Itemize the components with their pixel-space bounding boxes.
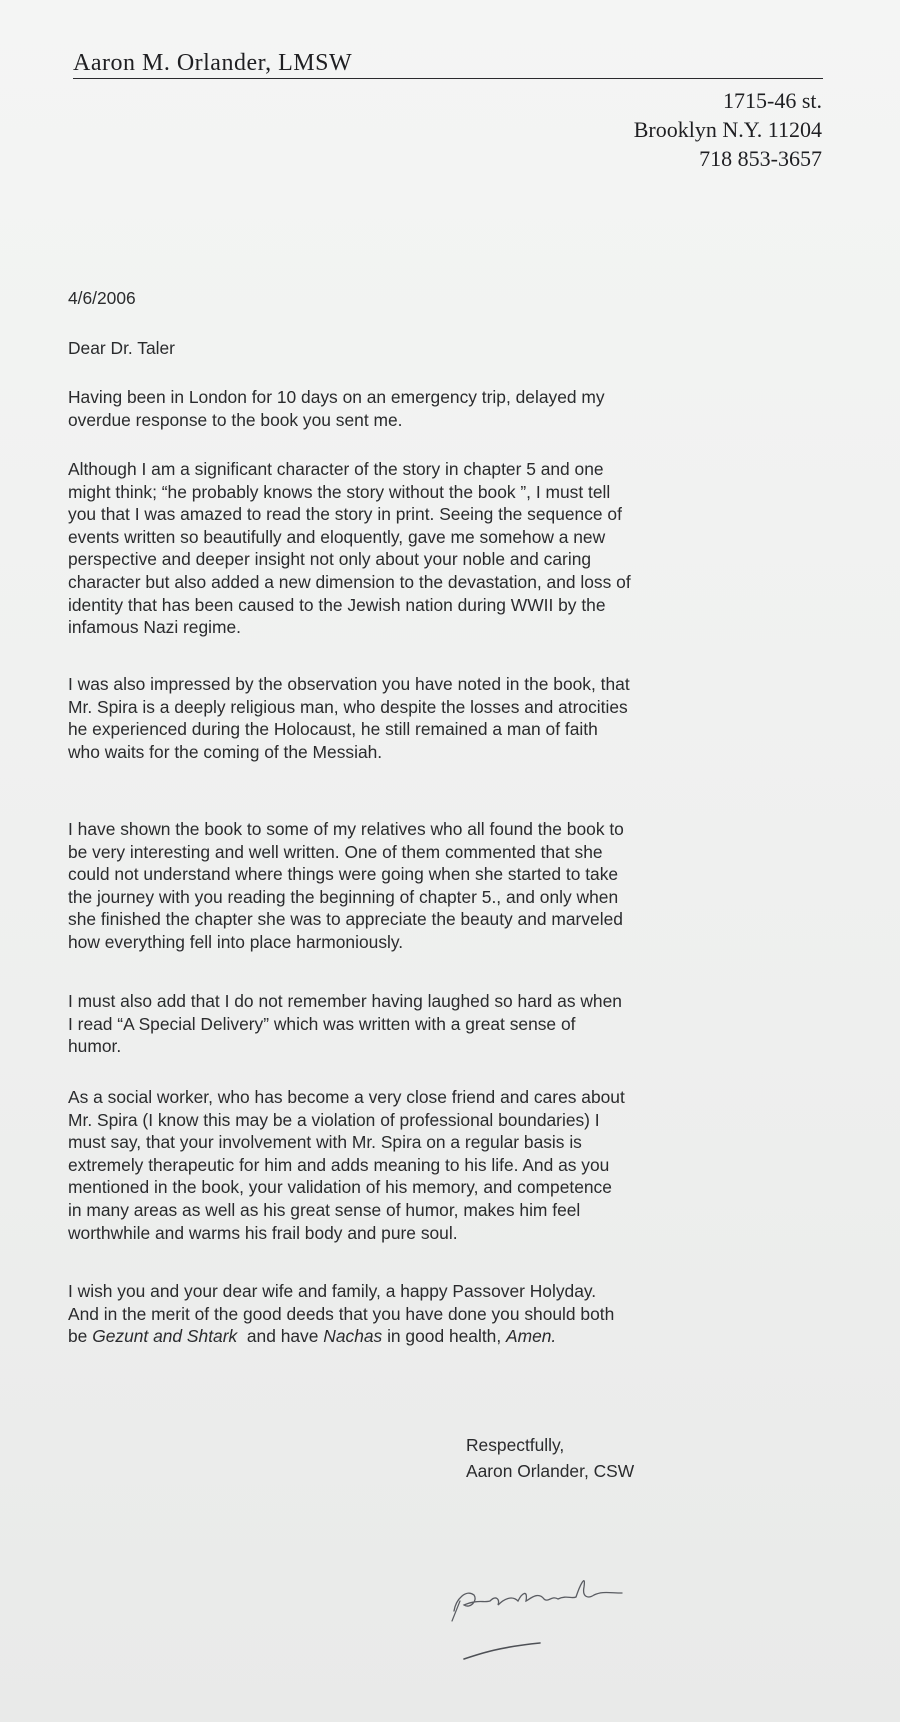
p3-line: I was also impressed by the observation you have noted in the book, that bbox=[68, 674, 630, 694]
p7-italic-amen: Amen. bbox=[506, 1326, 557, 1347]
p2-line: character but also added a new dimension to the devastation, and loss of bbox=[68, 571, 631, 592]
p2-line: identity that has been caused to the Jewish nation during WWII by the bbox=[68, 594, 606, 615]
paragraph-2 bbox=[68, 458, 838, 639]
p7-line: I wish you and your dear wife and family, a happy Passover Holyday. bbox=[68, 1281, 597, 1301]
p4-line: could not understand where things were going when she started to take bbox=[68, 864, 619, 885]
p6-line: worthwhile and warms his frail body and pure soul. bbox=[68, 1222, 458, 1243]
p7-text: and have bbox=[237, 1326, 324, 1347]
p7-line: And in the merit of the good deeds that you have done you should both bbox=[68, 1303, 615, 1324]
p2-line: Although I am a significant character of the story in chapter 5 and one bbox=[68, 459, 604, 479]
letter-date: 4/6/2006 bbox=[68, 288, 136, 308]
sender-address bbox=[634, 86, 822, 173]
p7-text: in good health, bbox=[382, 1326, 506, 1347]
p6-line: in many areas as well as his great sense of humor, makes him feel bbox=[68, 1199, 581, 1220]
closing bbox=[466, 1432, 634, 1484]
p3-line: who waits for the coming of the Messiah. bbox=[68, 741, 383, 762]
signature-underline bbox=[464, 1643, 540, 1659]
p2-line: events written so beautifully and eloquently, gave me somehow a new bbox=[68, 526, 606, 547]
p1-line: Having been in London for 10 days on an emergency trip, delayed my bbox=[68, 387, 605, 407]
p5-line: I read “A Special Delivery” which was written with a great sense of bbox=[68, 1013, 576, 1034]
p5-line: I must also add that I do not remember having laughed so hard as when bbox=[68, 991, 622, 1011]
p2-line: infamous Nazi regime. bbox=[68, 617, 242, 638]
paragraph-3 bbox=[68, 673, 838, 763]
p1-line: overdue response to the book you sent me. bbox=[68, 409, 403, 430]
p6-line: extremely therapeutic for him and adds meaning to his life. And as you bbox=[68, 1154, 610, 1175]
p4-line: how everything fell into place harmoniously. bbox=[68, 931, 404, 952]
p5-line: humor. bbox=[68, 1036, 122, 1057]
p4-line: the journey with you reading the beginning of chapter 5., and only when bbox=[68, 886, 619, 907]
p6-line: As a social worker, who has become a very close friend and cares about bbox=[68, 1087, 625, 1107]
paragraph-7 bbox=[68, 1280, 838, 1348]
handwritten-signature bbox=[448, 1555, 668, 1665]
p7-text: be bbox=[68, 1326, 93, 1347]
p4-line: I have shown the book to some of my relatives who all found the book to bbox=[68, 819, 624, 839]
letterhead-rule bbox=[73, 78, 823, 79]
p6-line: must say, that your involvement with Mr. Spira on a regular basis is bbox=[68, 1132, 582, 1153]
p6-line: Mr. Spira (I know this may be a violation of professional boundaries) I bbox=[68, 1109, 600, 1130]
p2-line: might think; “he probably knows the story without the book ”, I must tell bbox=[68, 481, 611, 502]
paragraph-4 bbox=[68, 818, 838, 954]
p2-line: you that I was amazed to read the story in print. Seeing the sequence of bbox=[68, 504, 622, 525]
signer-name: Aaron Orlander, CSW bbox=[466, 1461, 635, 1481]
paragraph-5 bbox=[68, 990, 838, 1058]
p7-line-3 bbox=[68, 1325, 838, 1348]
address-city: Brooklyn N.Y. 11204 bbox=[633, 117, 822, 142]
paragraph-1 bbox=[68, 386, 838, 431]
p2-line: perspective and deeper insight not only about your noble and caring bbox=[68, 549, 592, 570]
p4-line: she finished the chapter she was to appreciate the beauty and marveled bbox=[68, 909, 623, 930]
address-street: 1715-46 st. bbox=[723, 88, 822, 113]
letterhead-name: Aaron M. Orlander, LMSW bbox=[73, 50, 353, 76]
p3-line: he experienced during the Holocaust, he still remained a man of faith bbox=[68, 719, 598, 740]
p7-italic-nachas: Nachas bbox=[323, 1326, 383, 1347]
paragraph-6 bbox=[68, 1086, 838, 1244]
p7-italic-gezunt: Gezunt and Shtark bbox=[92, 1326, 238, 1347]
signature-stroke bbox=[454, 1581, 622, 1611]
salutation: Dear Dr. Taler bbox=[68, 338, 175, 358]
p3-line: Mr. Spira is a deeply religious man, who despite the losses and atrocities bbox=[68, 696, 628, 717]
valediction: Respectfully, bbox=[466, 1435, 565, 1455]
p6-line: mentioned in the book, your validation of his memory, and competence bbox=[68, 1177, 612, 1198]
p4-line: be very interesting and well written. One of them commented that she bbox=[68, 841, 603, 862]
address-phone: 718 853-3657 bbox=[699, 146, 822, 171]
